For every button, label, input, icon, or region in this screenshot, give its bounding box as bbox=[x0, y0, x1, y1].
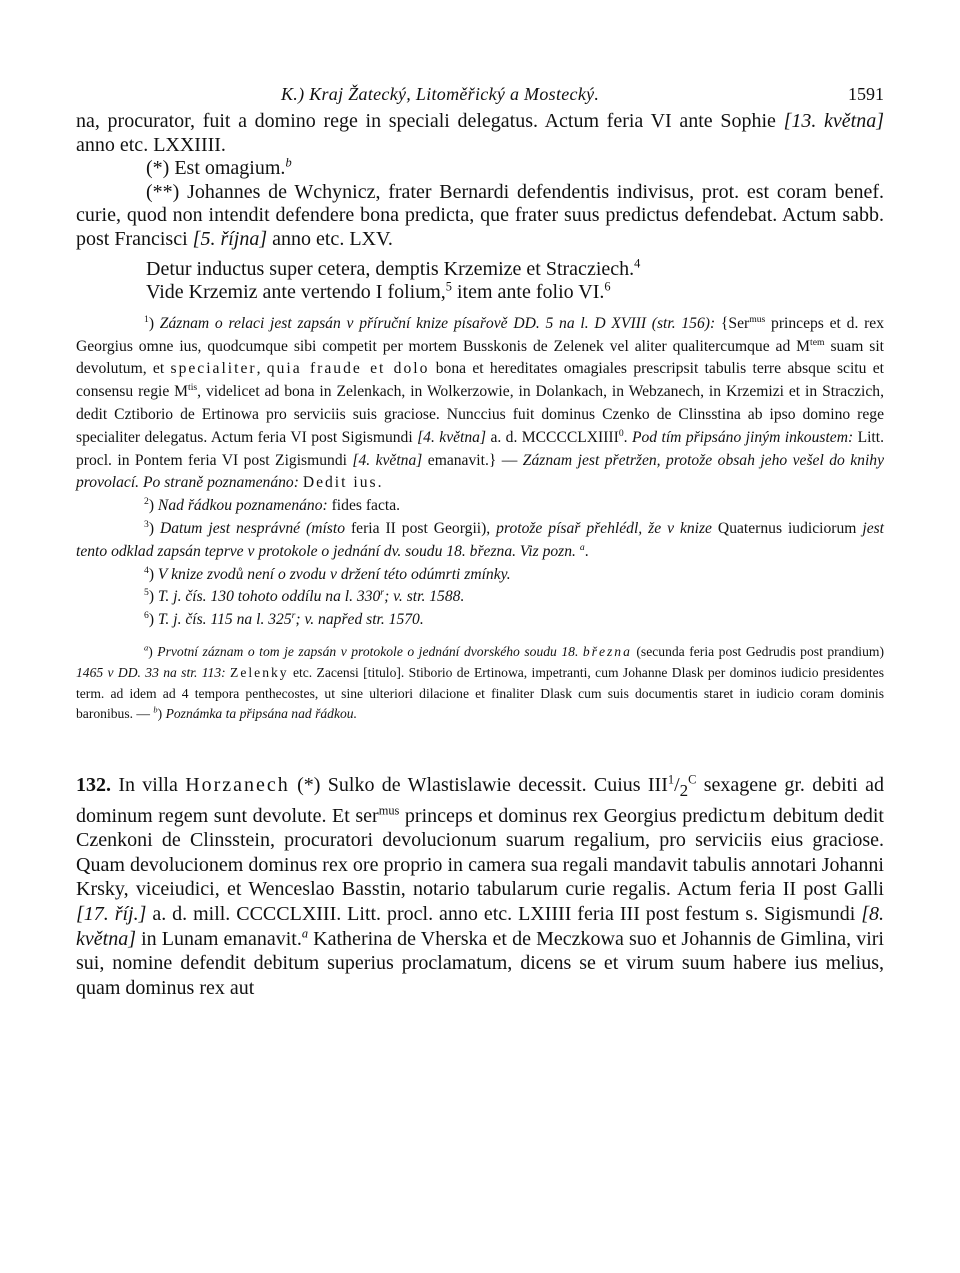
footnote-mark: b bbox=[285, 155, 292, 170]
subnotes bbox=[76, 642, 884, 725]
running-title: K.) Kraj Žatecký, Litoměřický a Mostecký. bbox=[281, 84, 600, 104]
main-text bbox=[76, 110, 884, 305]
document-page bbox=[76, 84, 884, 1000]
footnote-2: $^2$) Nad řádkou poznamenáno: fides facta. bbox=[144, 495, 401, 515]
running-header bbox=[76, 84, 884, 110]
footnote-mark: 5 bbox=[445, 279, 452, 294]
main-paragraph-3: Detur inductus super cetera, demptis Krzemize et Stracziech.$^4$ bbox=[146, 255, 641, 280]
subnote-a: $^a$) Prvotní záznam o tom je zapsán v protokole o jednání dvorského soudu 18. března (secunda feria post Gedrudis post prandium) 1465 v DD. 33 na str. 113: Zelenky etc. Zacensi [titulo]. Stiborio de Ertinowa, impetranti, cum Johanne Dlask per dominos iudicio presidentes term. ad idem ad 4 tempora penthecostes, ut sine ulteriori dilacione et finaliter Dlask cum suis documentis staret in iudicio coram dominis baronibus. — $^b$) Poznámka ta připsána nad řádkou. bbox=[76, 642, 884, 722]
section-132 bbox=[76, 773, 884, 1000]
section-paragraph: 132. In villa Horzanech (*) Sulko de Wlastislawie decessit. Cuius $III^1/_2^C$ sexagene gr. debiti ad dominum regem sunt devolute. Et ser$^{mus}$ princeps et dominus rex Georgius predictum debitum dedit Czenkoni de Clinsstein, procuratori devolucionum suarum regalium, pro serviciis eius graciose. Quam devolucionem dominus rex ore proprio in camera sua regali mandavit tabulis annotari Johanni Krsky, viceiudici, et Wenceslao Basstin, notario tabularum curie regalis. Actum feria II post Galli [17. říj.] a. d. mill. CCCCLXIII. Litt. procl. anno etc. LXIIII feria III post festum s. Sigismundi [8. května] in Lunam emanavit.$^a$ Katherina de Vherska et de Meczkowa suo et Johannis de Gimlina, viri sui, nomine defendit debitum superius proclamatum, dicens se et virum suum habere ius melius, quam dominus rex aut bbox=[76, 772, 885, 999]
main-paragraph-2: (**) Johannes de Wchynicz, frater Bernardi defendentis indivisus, prot. est coram benef. curie, quod non intendit defendere bona predicta, que frater suus predictus defendebat. Actum sabb. post Francisci [5. října] anno etc. LXV. bbox=[76, 180, 884, 250]
footnote-5: $^5$) T. j. čís. 130 tohoto oddílu na l. 330$^r$; v. str. 1588. bbox=[144, 587, 465, 606]
main-paragraph-omagium: (*) Est omagium.$^b$ bbox=[146, 155, 292, 180]
footnote-6: $^6$) T. j. čís. 115 na l. 325$^r$; v. napřed str. 1570. bbox=[144, 609, 424, 629]
main-paragraph-4: Vide Krzemiz ante vertendo I folium,$^5$ item ante folio VI.$^6$ bbox=[146, 279, 611, 304]
page-number: 1591 bbox=[848, 84, 884, 104]
footnote-3: $^3$) Datum jest nesprávné (místo feria II post Georgii), protože písař přehlédl, že v knize Quaternus iudiciorum jest tento odklad zapsán teprve v protokole o jednání dv. soudu 18. března. Viz pozn. $^a$. bbox=[76, 518, 885, 560]
section-number: 132. bbox=[76, 774, 111, 797]
footnote-1: $^1$) Záznam o relaci jest zapsán v příruční knize písařově DD. 5 na l. D XVIII (str. 156): {Ser$^{mus}$ princeps et d. rex Georgius omne ius, quodcumque sibi competit per mortem Busskonis de Zelenek vel aliter qualitercumque ad $M^{tem}$ suam sit devolutum, et specialiter, quia fraude et dolo bona et hereditates omagiales prescripsit tabulis terre absque scitu et consensu regie $M^{tis}$, videlicet ad bona in Zelenkach, in Wolkerzowie, in Dolankach, in Webzanech, in Krzemizi et in Straczich, dedit Cztiborio de Ertinowa pro serviciis suis graciose. Nunccius fuit dominus Czenko de Clinsstina ab ipso domino rege specialiter delegatus. Actum feria VI post Sigismundi [4. května] a. d. MCCCCLXIIII$^0$. Pod tím připsáno jiným inkoustem: Litt. procl. in Pontem feria VI post Zigismundi [4. května] emanavit.} — Záznam jest přetržen, protože obsah jeho vešel do knihy provolací. Po straně poznamenáno: Dedit ius. bbox=[76, 313, 885, 492]
footnote-4: $^4$) V knize zvodů není o zvodu v držení této odúmrti zmínky. bbox=[144, 564, 511, 583]
footnote-mark: 6 bbox=[604, 279, 611, 294]
footnote-mark: 4 bbox=[634, 255, 641, 270]
main-paragraph-1: na, procurator, fuit a domino rege in speciali delegatus. Actum feria VI ante Sophie [13. května] anno etc. LXXIIII. bbox=[76, 110, 884, 156]
footnotes bbox=[76, 313, 884, 632]
